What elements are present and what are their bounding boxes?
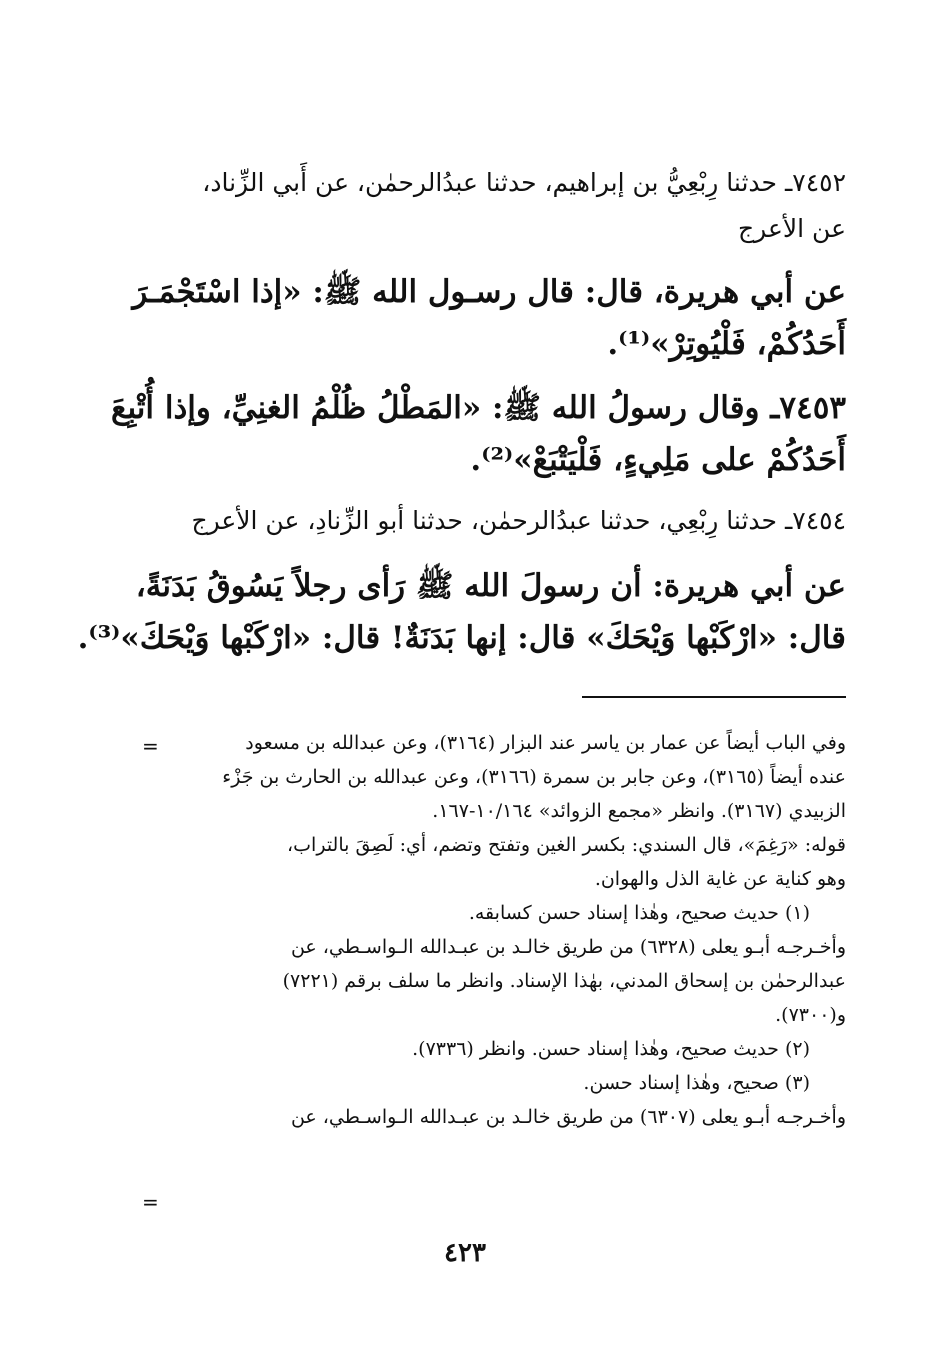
footnote-separator	[582, 696, 846, 698]
footnote-continued-line-2: عنده أيضاً (٣١٦٥)، وعن جابر بن سمرة (٣١٦٦)، وعن عبدالله بن الحارث بن جَزْء	[222, 766, 846, 788]
footnote-1-line-4: و(٧٣٠٠).	[775, 1004, 846, 1026]
hadith-7452-line-2: عن الأعرج	[738, 214, 846, 243]
hadith-7452-matn	[82, 266, 846, 370]
footnote-continued-line-4: قوله: «رَغِمَ»، قال السندي: بكسر الغين وتفتح وتضم، أي: لَصِقَ بالتراب،	[287, 834, 846, 856]
hadith-7454-matn	[77, 560, 846, 664]
hadith-7453-line-2: أَحَدُكُمْ على مَلِيءٍ، فَلْيَتْبَعْ»⁽²⁾.	[470, 442, 846, 478]
hadith-7452-isnad	[82, 160, 846, 252]
footnote-1-line-2: وأخـرجـه أبـو يعلى (٦٣٢٨) من طريق خالـد بن عبـدالله الـواسـطي، عن	[290, 936, 846, 958]
hadith-7452-line-3: عن أبي هريرة، قال: قال رسـول الله ﷺ: «إذا اسْتَجْمَـرَ	[132, 274, 846, 310]
footnote-3-line-2: وأخـرجـه أبـو يعلى (٦٣٠٧) من طريق خالـد بن عبـدالله الـواسـطي، عن	[290, 1106, 846, 1128]
hadith-7452-line-1: ٧٤٥٢ـ حدثنا رِبْعِيُّ بن إبراهيم، حدثنا عبدُالرحمٰن، عن أَبي الزِّناد،	[202, 168, 846, 197]
hadith-7454-isnad	[82, 498, 846, 544]
footnotes	[82, 726, 846, 1134]
hadith-7452-line-4: أَحَدُكُمْ، فَلْيُوتِرْ»⁽¹⁾.	[607, 326, 846, 362]
footnote-continued-line-3: الزبيدي (٣١٦٧). وانظر «مجمع الزوائد» ١٠/١٦٤-١٦٧.	[432, 800, 846, 822]
hadith-7453	[82, 382, 846, 486]
hadith-7454-line-3: قال: «ارْكَبْها وَيْحَكَ» قال: إنها بَدَنَةٌ! قال: «ارْكَبْها وَيْحَكَ»⁽³⁾.	[77, 620, 846, 656]
footnote-continued-line-1: وفي الباب أيضاً عن عمار بن ياسر عند البزار (٣١٦٤)، وعن عبدالله بن مسعود	[245, 732, 846, 754]
footnote-2: (٢) حديث صحيح، وهٰذا إسناد حسن. وانظر (٧٣٣٦).	[412, 1038, 810, 1060]
footnote-continued-line-5: وهو كناية عن غاية الذل والهوان.	[594, 868, 846, 890]
footnote-3: (٣) صحيح، وهٰذا إسناد حسن.	[583, 1072, 810, 1094]
page-number: ٤٢٣	[444, 1238, 486, 1268]
hadith-7454-line-2: عن أبي هريرة: أن رسولَ الله ﷺ رَأى رجلاً يَسُوقُ بَدَنَةً،	[135, 568, 846, 604]
continuation-mark-bottom: =	[142, 1190, 159, 1214]
footnote-1-line-3: عبدالرحمٰن بن إسحاق المدني، بهٰذا الإسناد. وانظر ما سلف برقم (٧٢٢١)	[282, 970, 846, 992]
hadith-7454-line-1: ٧٤٥٤ـ حدثنا رِبْعِي، حدثنا عبدُالرحمٰن، حدثنا أبو الزِّنادِ، عن الأعرج	[191, 506, 846, 535]
hadith-7453-line-1: ٧٤٥٣ـ وقال رسولُ الله ﷺ: «المَطْلُ ظُلْمُ الغنِيِّ، وإذا أُتْبِعَ	[110, 390, 846, 426]
continuation-mark-top: =	[142, 734, 159, 758]
footnote-1: (١) حديث صحيح، وهٰذا إسناد حسن كسابقه.	[468, 902, 810, 924]
